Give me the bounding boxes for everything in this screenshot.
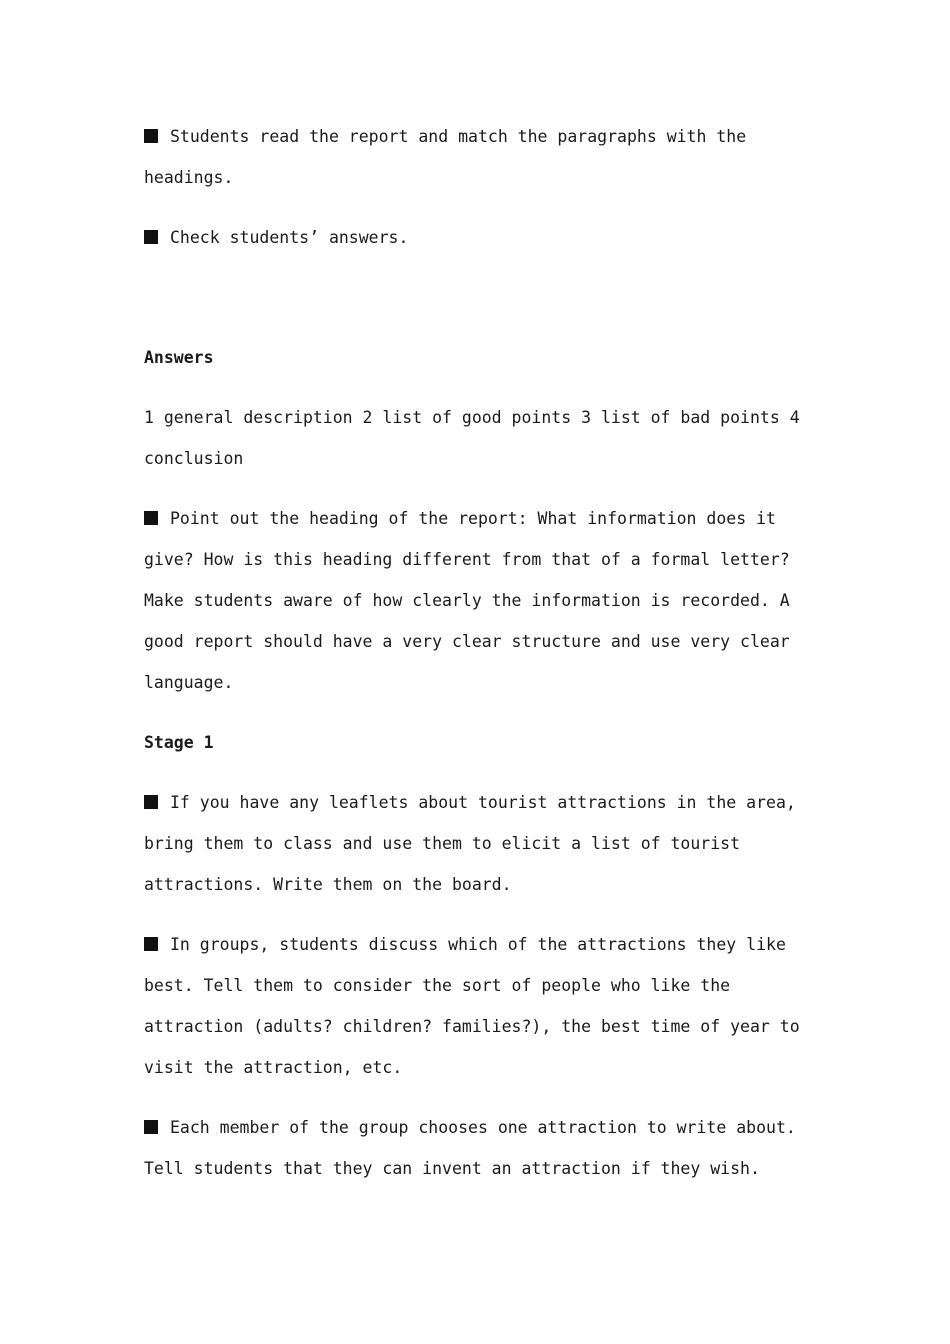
instruction-paragraph-1	[144, 116, 804, 198]
square-bullet-icon	[144, 937, 158, 951]
instruction-text-4: If you have any leaflets about tourist attractions in the area, bring them to class and use them to elicit a list of tourist attractions. Write them on the board.	[144, 793, 796, 894]
instruction-text-5: In groups, students discuss which of the attractions they like best. Tell them to consider the sort of people who like the attraction (adults? children? families?), the best time of year to visit the attraction, etc.	[144, 935, 800, 1077]
square-bullet-icon	[144, 1120, 158, 1134]
square-bullet-icon	[144, 230, 158, 244]
square-bullet-icon	[144, 511, 158, 525]
instruction-paragraph-3	[144, 498, 804, 703]
answers-heading: Answers	[144, 348, 214, 367]
instruction-paragraph-4	[144, 782, 804, 905]
document-page	[144, 116, 804, 1189]
instruction-paragraph-5	[144, 924, 804, 1088]
answers-text: 1 general description 2 list of good points 3 list of bad points 4 conclusion	[144, 408, 800, 468]
stage-heading: Stage 1	[144, 733, 214, 752]
instruction-text-6: Each member of the group chooses one attraction to write about. Tell students that they can invent an attraction if they wish.	[144, 1118, 796, 1178]
instruction-text-2: Check students’ answers.	[170, 228, 409, 247]
instruction-text-3: Point out the heading of the report: What information does it give? How is this heading different from that of a formal letter? Make students aware of how clearly the information is recorded. A good report should have a very clear structure and use very clear language.	[144, 509, 790, 692]
instruction-paragraph-6	[144, 1107, 804, 1189]
instruction-paragraph-2	[144, 217, 804, 258]
instruction-text-1: Students read the report and match the paragraphs with the headings.	[144, 127, 747, 187]
square-bullet-icon	[144, 129, 158, 143]
square-bullet-icon	[144, 795, 158, 809]
